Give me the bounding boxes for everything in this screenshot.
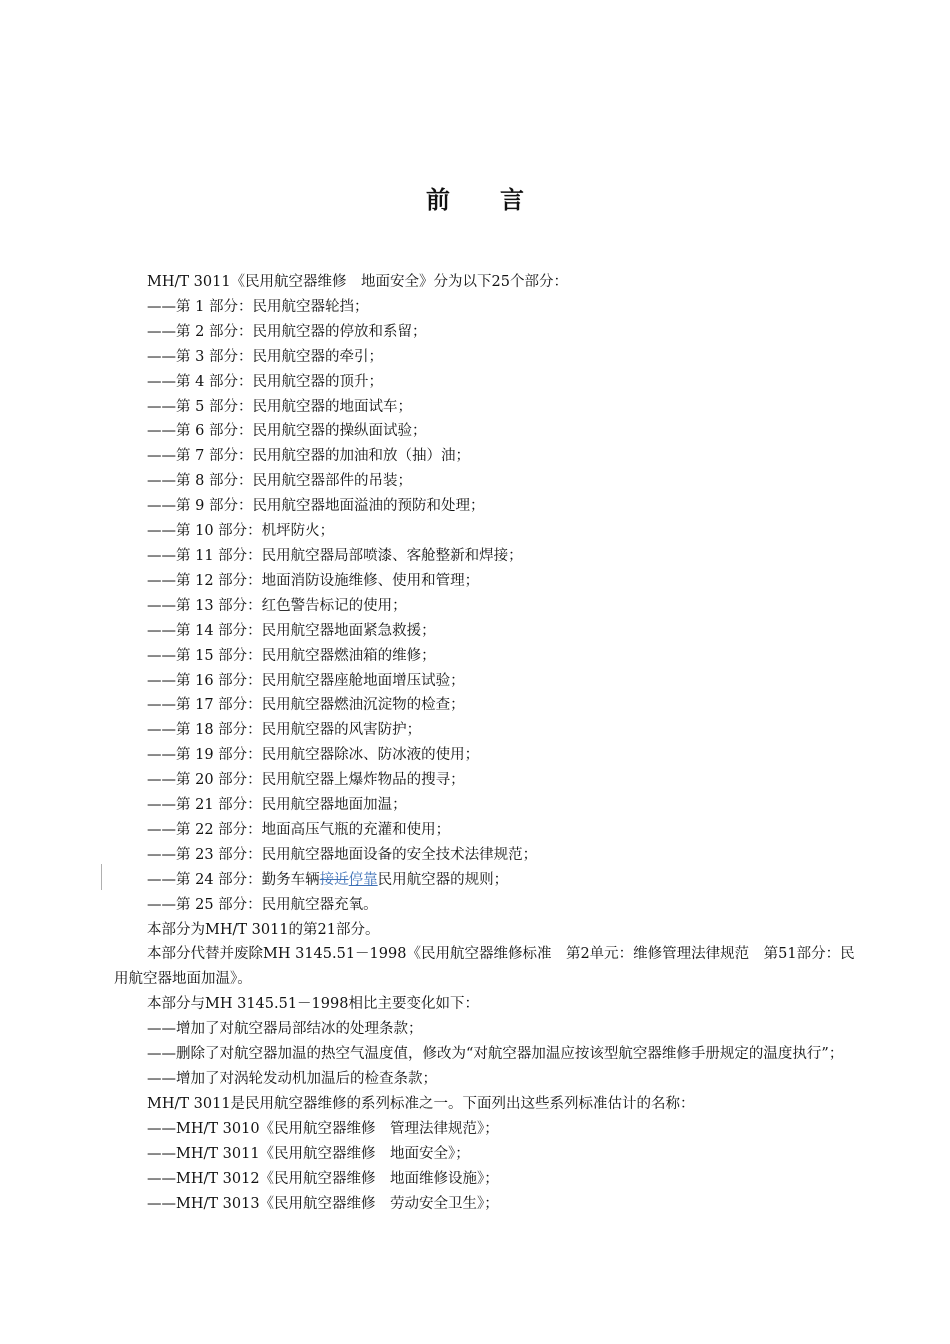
series-item-3012: ——MH/T 3012《民用航空器维修 地面维修设施》； [147,1170,499,1187]
change-item-1: ——增加了对航空器局部结冰的处理条款； [147,1021,423,1038]
series-item-3011: ——MH/T 3011《民用航空器维修 地面安全》； [147,1145,470,1162]
title-char-1: 前 [426,185,450,214]
list-item-part-13: ——第 13 部分：红色警告标记的使用； [147,597,407,614]
list-item-part-14: ——第 14 部分：民用航空器地面紧急救援； [147,622,436,639]
title-char-2: 言 [500,185,524,214]
list-item-part-18: ——第 18 部分：民用航空器的风害防护； [147,722,422,739]
list-item-part-25: ——第 25 部分：民用航空器充氧。 [147,896,378,913]
list-item-part-4: ——第 4 部分：民用航空器的顶升； [147,373,383,390]
list-item-part-23: ——第 23 部分：民用航空器地面设备的安全技术法律规范； [147,846,538,863]
list-item-part-20: ——第 20 部分：民用航空器上爆炸物品的搜寻； [147,772,465,789]
list-item-part-7: ——第 7 部分：民用航空器的加油和放（抽）油； [147,448,470,465]
list-item-part-16: ——第 16 部分：民用航空器座舱地面增压试验； [147,672,465,689]
change-item-3: ——增加了对涡轮发动机加温后的检查条款； [147,1071,437,1087]
document-body [114,270,866,1216]
list-item-part-12: ——第 12 部分：地面消防设施维修、使用和管理； [147,572,480,589]
series-intro-paragraph: MH/T 3011是民用航空器维修的系列标准之一。下面列出这些系列标准估计的名称： [147,1095,695,1112]
part24-prefix: ——第 24 部分：勤务车辆 [147,871,320,888]
list-item-part-22: ——第 22 部分：地面高压气瓶的充灌和使用； [147,821,451,838]
revision-change-bar [101,864,102,890]
series-item-3010: ——MH/T 3010《民用航空器维修 管理法律规范》； [147,1120,499,1137]
list-item-part-5: ——第 5 部分：民用航空器的地面试车； [147,398,412,415]
list-item-part-1: ——第 1 部分：民用航空器轮挡； [147,298,369,315]
part24-suffix: 民用航空器的规则； [377,871,509,888]
this-part-paragraph: 本部分为MH/T 3011的第21部分。 [147,921,380,938]
series-item-3013: ——MH/T 3013《民用航空器维修 劳动安全卫生》； [147,1195,499,1212]
changes-intro-paragraph: 本部分与MH 3145.51－1998相比主要变化如下： [147,996,479,1013]
list-item-part-10: ——第 10 部分：机坪防火； [147,523,335,540]
change-item-2: ——删除了对航空器加温的热空气温度值，修改为“对航空器加温应按该型航空器维修手册规定的温度执行”； [147,1046,844,1063]
list-item-part-19: ——第 19 部分：民用航空器除冰、防冰液的使用； [147,747,480,764]
page-title [0,184,950,216]
list-item-part-11: ——第 11 部分：民用航空器局部喷漆、客舱整新和焊接； [147,547,523,564]
intro-paragraph: MH/T 3011《民用航空器维修 地面安全》分为以下25个部分： [147,274,569,290]
revision-deleted-text[interactable]: 接近 [319,871,349,888]
list-item-part-3: ——第 3 部分：民用航空器的牵引； [147,348,383,365]
list-item-part-15: ——第 15 部分：民用航空器燃油箱的维修； [147,647,436,664]
list-item-part-24 [114,868,866,893]
list-item-part-21: ——第 21 部分：民用航空器地面加温； [147,797,407,814]
list-item-part-9: ——第 9 部分：民用航空器地面溢油的预防和处理； [147,498,485,515]
list-item-part-8: ——第 8 部分：民用航空器部件的吊装； [147,473,412,490]
list-item-part-6: ——第 6 部分：民用航空器的操纵面试验； [147,423,427,440]
revision-inserted-text[interactable]: 停靠 [348,871,378,888]
list-item-part-2: ——第 2 部分：民用航空器的停放和系留； [147,323,427,340]
replaces-paragraph: 本部分代替并废除MH 3145.51－1998《民用航空器维修标准 第2单元：维修管理法律规范 第51部分：民用航空器地面加温》。 [114,946,855,988]
list-item-part-17: ——第 17 部分：民用航空器燃油沉淀物的检查； [147,697,465,714]
